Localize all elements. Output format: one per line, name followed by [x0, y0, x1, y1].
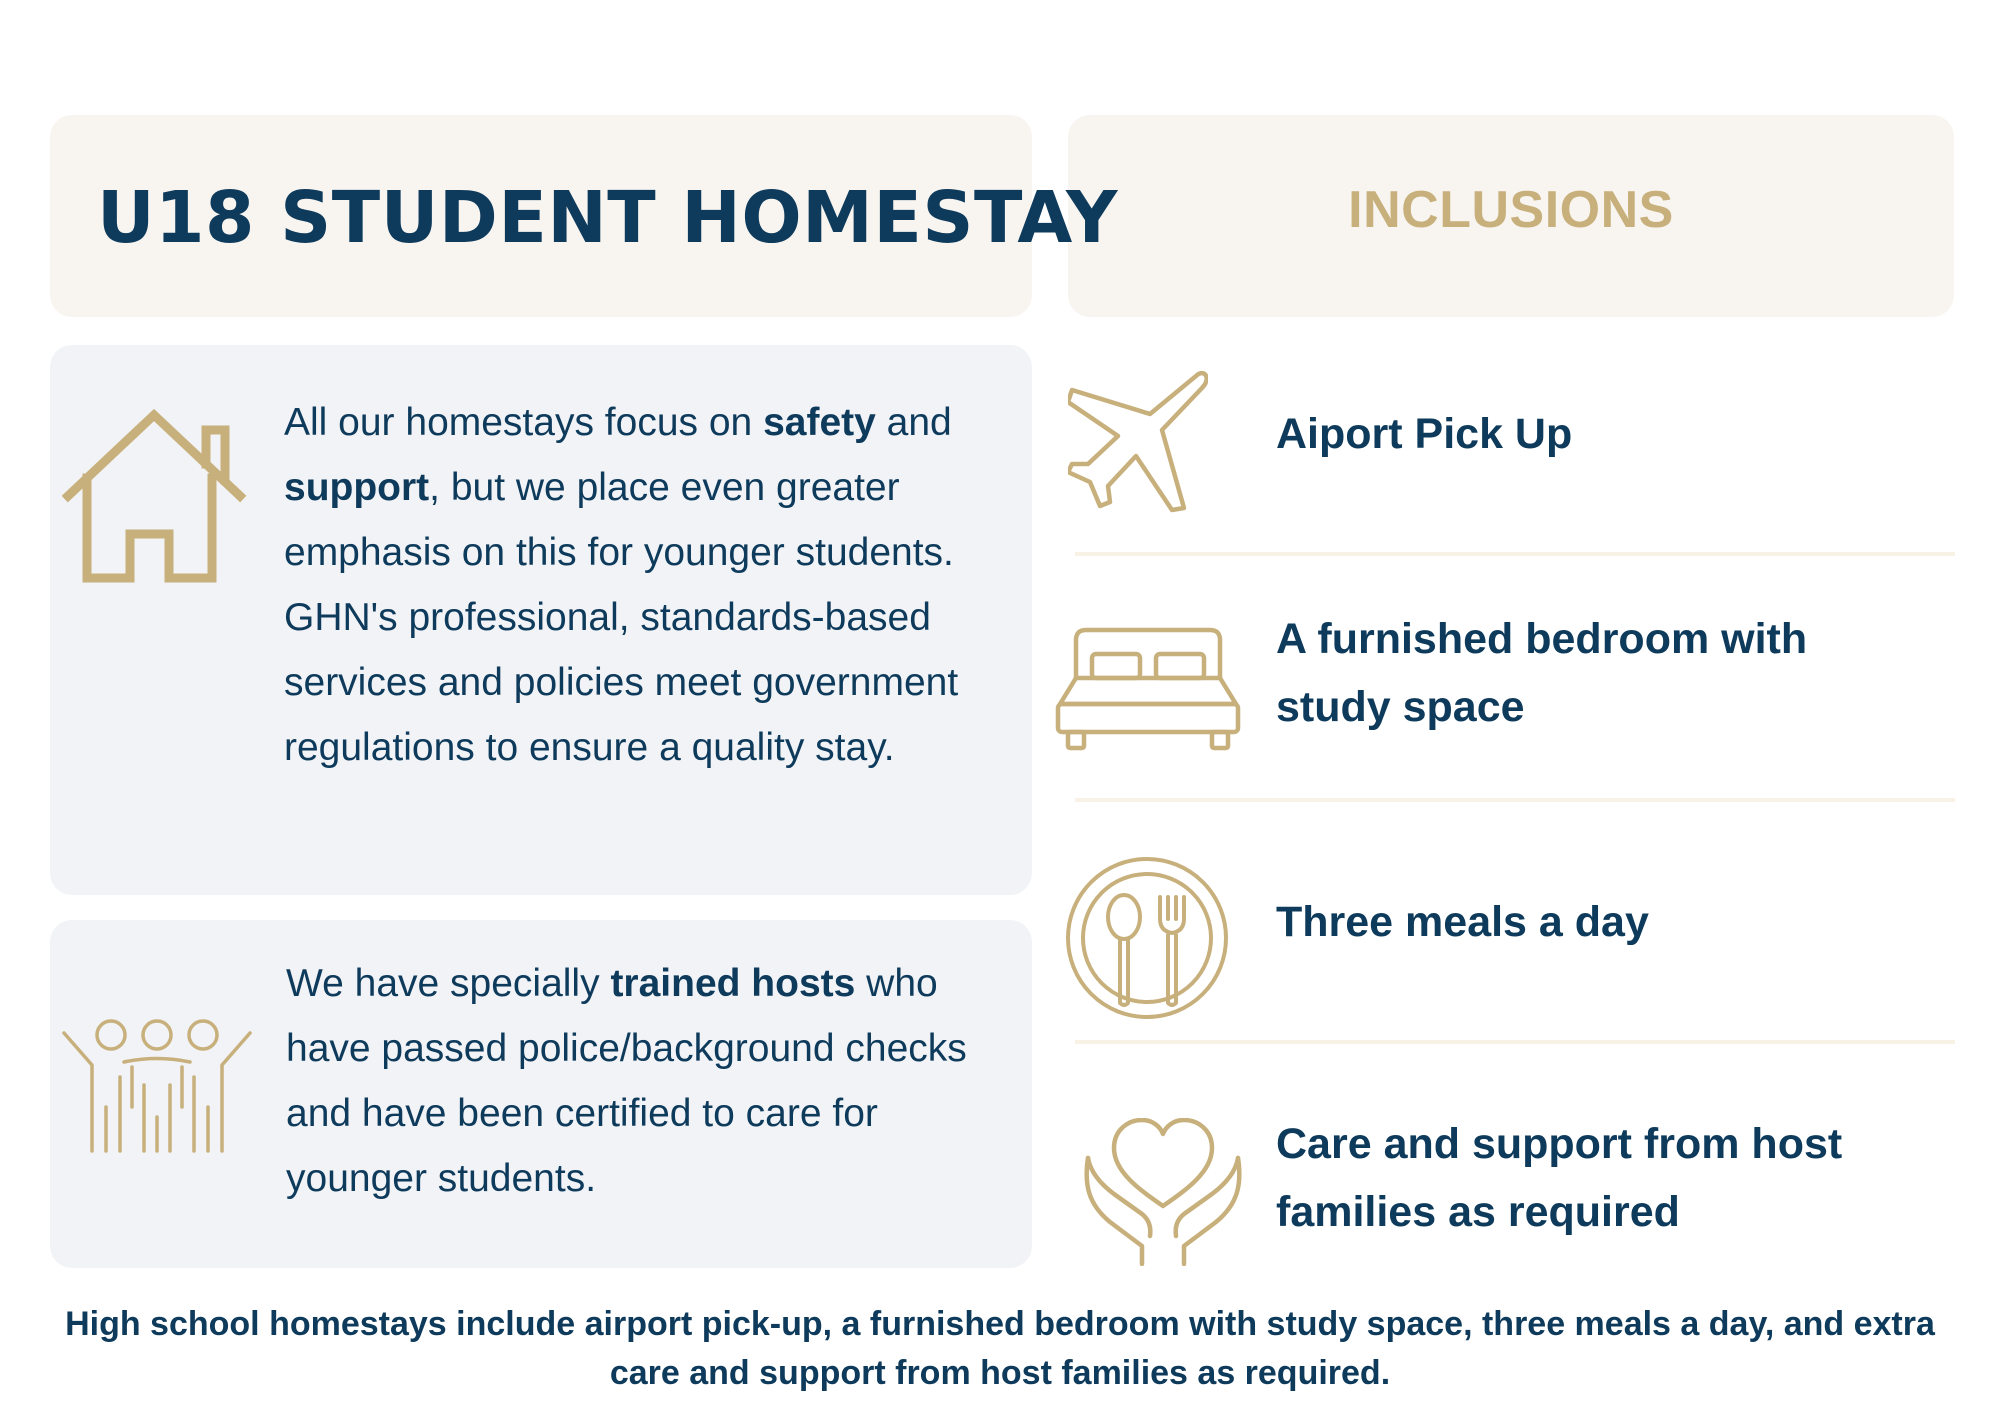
hosts-text-1: We have specially — [286, 962, 611, 1005]
bed-icon — [1054, 626, 1242, 754]
hosts-paragraph — [286, 951, 1006, 1211]
safety-text-3: , but we place even greater emphasis on this for younger students. GHN's professional, standards-based services and policies meet government regulations to ensure a quality stay. — [284, 466, 959, 769]
inclusion-divider — [1075, 1040, 1955, 1044]
inclusions-title: INCLUSIONS — [1348, 181, 1674, 239]
heart-hands-icon — [1080, 1118, 1246, 1266]
safety-text-2: and — [875, 401, 952, 444]
house-icon — [62, 408, 248, 588]
family-icon — [62, 1017, 252, 1157]
hosts-bold-1: trained hosts — [610, 962, 856, 1005]
safety-paragraph — [284, 390, 1004, 780]
inclusion-furnished-bedroom: A furnished bedroom with study space — [1276, 615, 1808, 731]
inclusion-care-support: Care and support from host families as required — [1276, 1120, 1843, 1236]
airplane-icon — [1068, 368, 1208, 514]
safety-text-1: All our homestays focus on — [284, 401, 764, 444]
inclusion-three-meals: Three meals a day — [1276, 898, 1649, 946]
inclusion-divider — [1075, 552, 1955, 556]
page-title: U18 STUDENT HOMESTAY — [97, 176, 1118, 259]
safety-bold-1: safety — [763, 401, 876, 444]
inclusion-divider — [1075, 798, 1955, 802]
footer-summary: High school homestays include airport pick-up, a furnished bedroom with study space, three meals a day, and extra care and support from host families as required. — [65, 1305, 1935, 1392]
meal-plate-icon — [1064, 855, 1230, 1021]
inclusion-airport-pickup: Aiport Pick Up — [1276, 410, 1573, 458]
safety-bold-2: support — [284, 466, 430, 509]
hosts-text-2: who have passed police/background checks and have been certified to care for younger students. — [286, 962, 967, 1200]
